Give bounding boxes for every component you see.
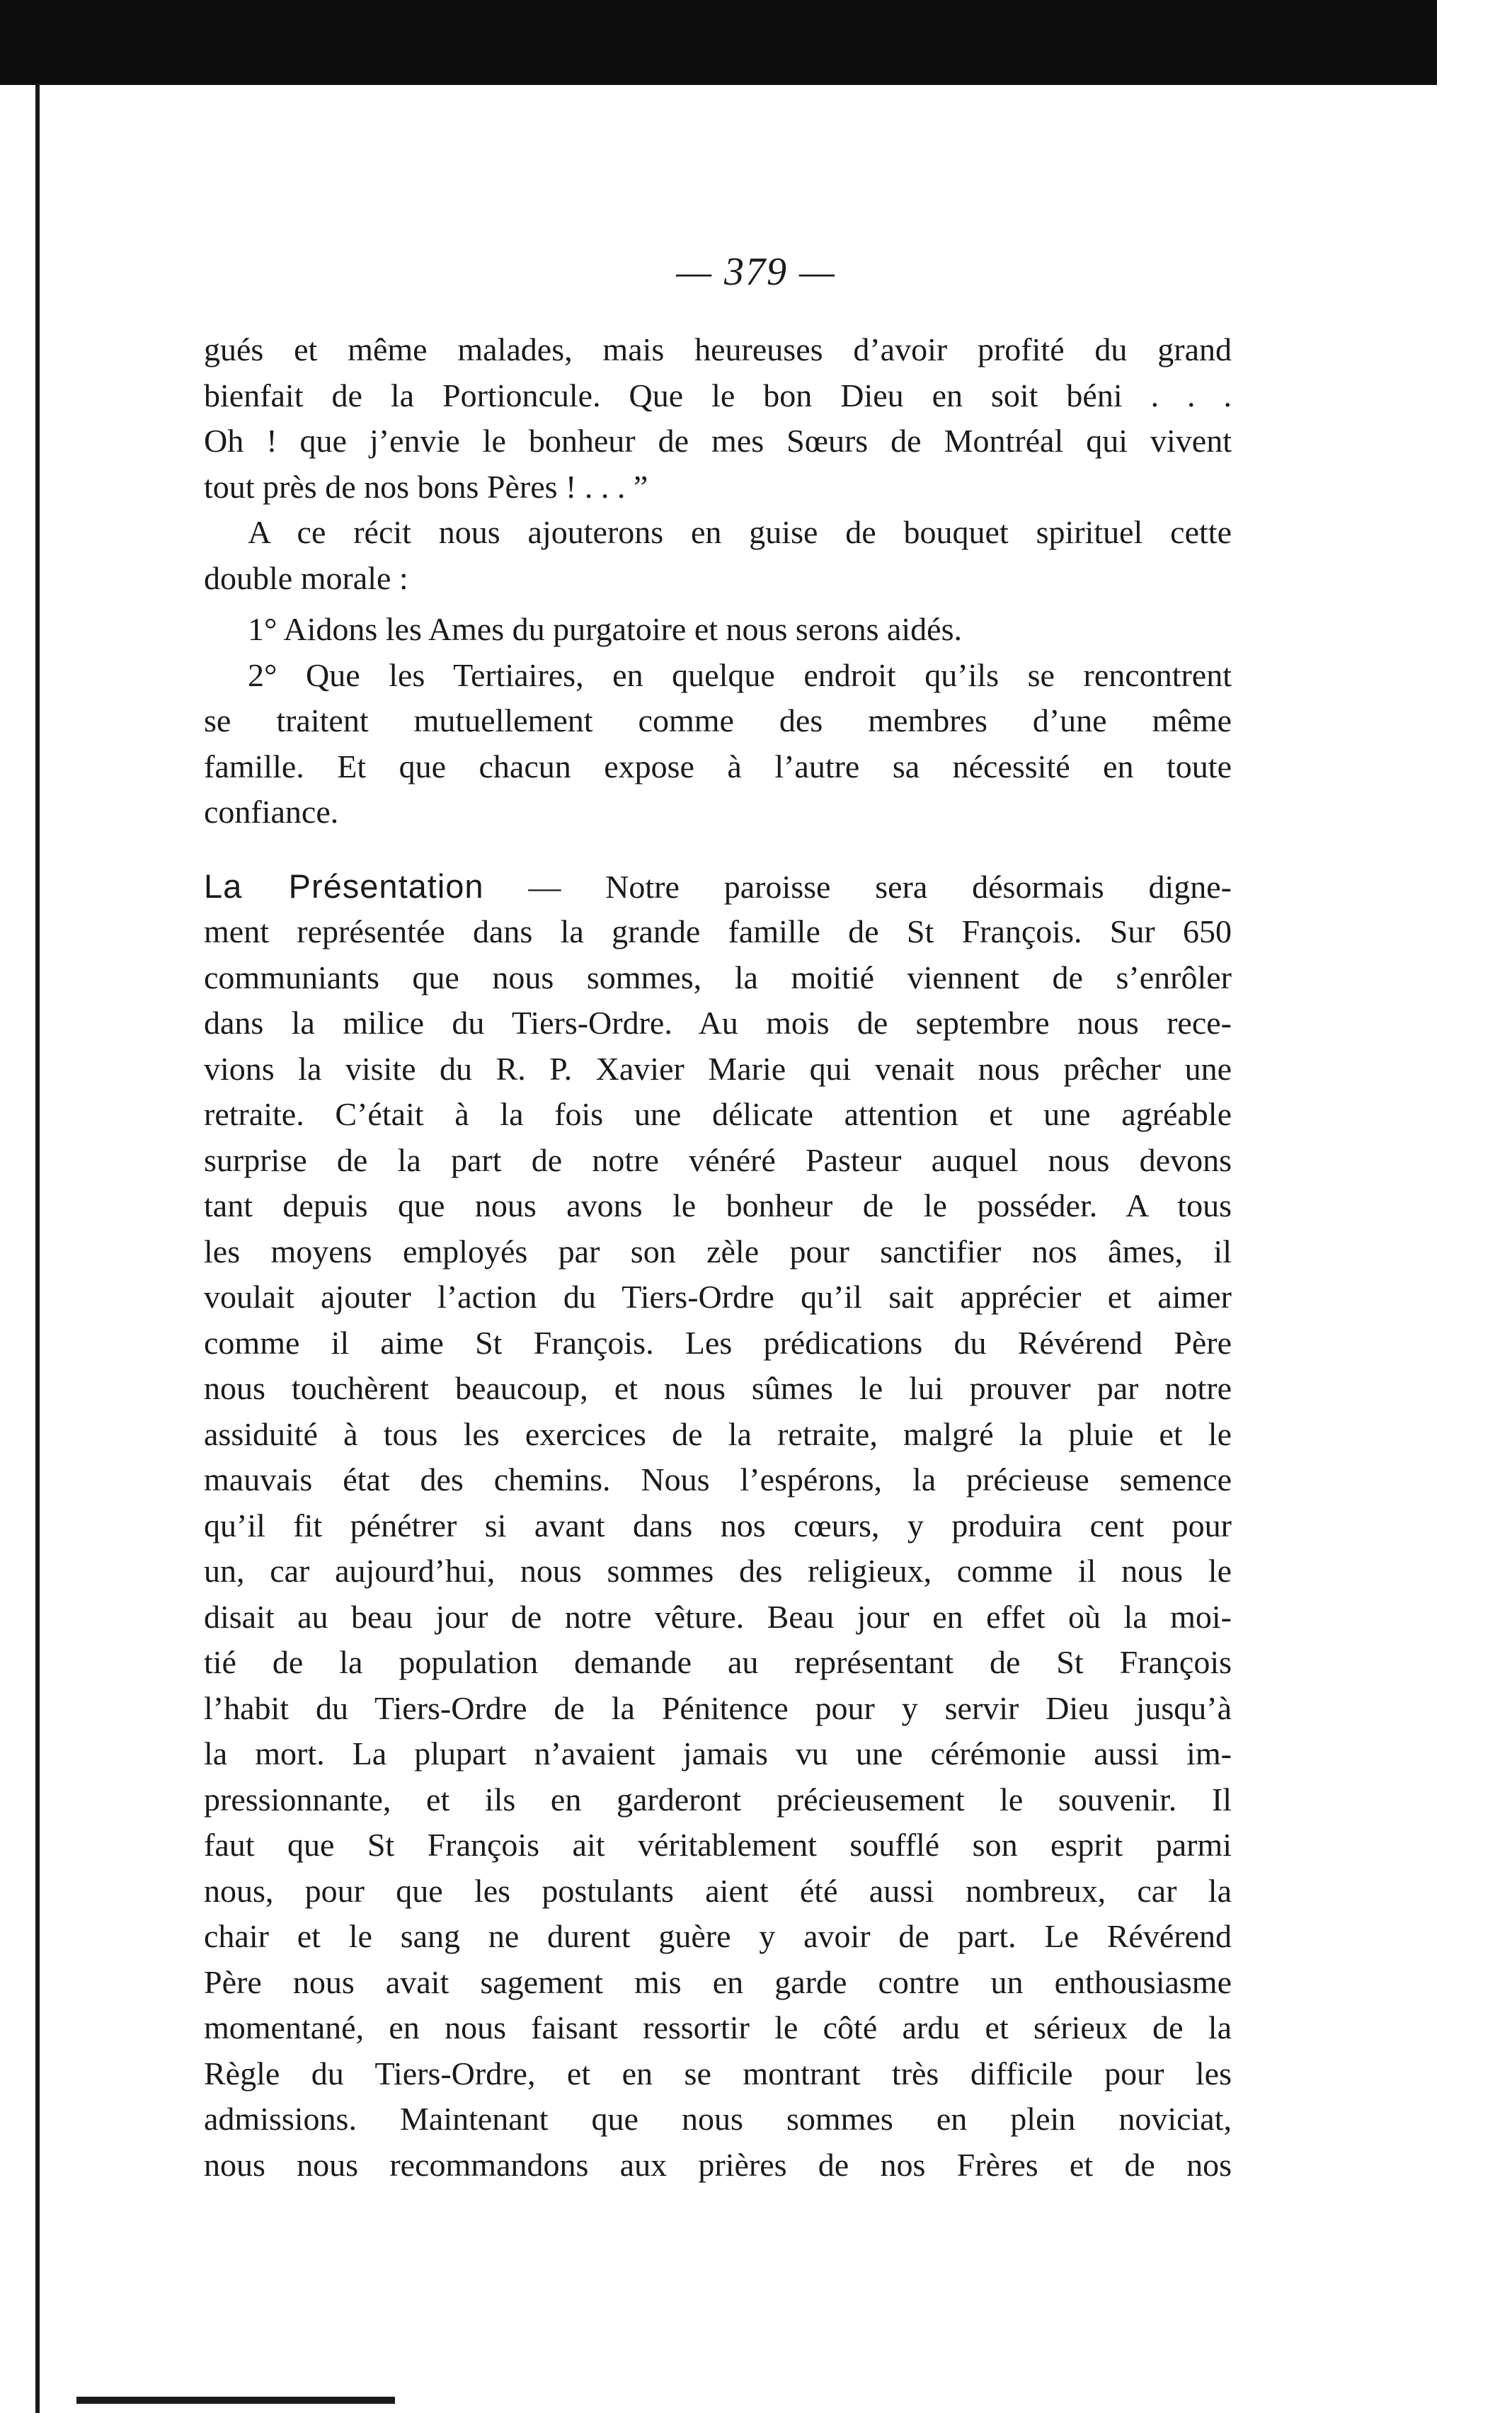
section-line: faut que St François ait véritablement soufflé son esprit parmi — [204, 1827, 1232, 1863]
section-title: La Présentation — [204, 867, 484, 905]
section-line: dans la milice du Tiers-Ordre. Au mois de septembre nous rece- — [204, 1005, 1232, 1041]
section-line: admissions. Maintenant que nous sommes en plein noviciat, — [204, 2101, 1232, 2137]
section-line: les moyens employés par son zèle pour sanctifier nos âmes, il — [204, 1233, 1232, 1270]
section-line: l’habit du Tiers-Ordre de la Pénitence pour y servir Dieu jusqu’à — [204, 1689, 1232, 1726]
scan-border-top — [0, 0, 1437, 85]
section-line: vions la visite du R. P. Xavier Marie qui venait nous prêcher une — [204, 1050, 1232, 1087]
section-line: nous, pour que les postulants aient été aussi nombreux, car la — [204, 1872, 1232, 1909]
section-line: comme il aime St François. Les prédications du Révérend Père — [204, 1324, 1232, 1361]
section-line: surprise de la part de notre vénéré Pasteur auquel nous devons — [204, 1141, 1232, 1178]
section-line: tant depuis que nous avons le bonheur de le posséder. A tous — [204, 1187, 1232, 1223]
section-line: chair et le sang ne durent guère y avoir de part. Le Révérend — [204, 1918, 1232, 1954]
section-line: Règle du Tiers-Ordre, et en se montrant très difficile pour les — [204, 2055, 1232, 2092]
text-line: bienfait de la Portioncule. Que le bon Dieu en soit béni . . . — [204, 377, 1232, 413]
text-line: A ce récit nous ajouterons en guise de bouquet spirituel cette — [248, 514, 1232, 550]
text-line: famille. Et que chacun expose à l’autre sa nécessité en toute — [204, 748, 1232, 785]
scan-border-bottom — [76, 2397, 395, 2404]
text-line: confiance. — [204, 794, 339, 830]
text-line: gués et même malades, mais heureuses d’avoir profité du grand — [204, 331, 1232, 367]
section-line: disait au beau jour de notre vêture. Beau jour en effet où la moi- — [204, 1598, 1232, 1635]
section-line: pressionnante, et ils en garderont précieusement le souvenir. Il — [204, 1781, 1232, 1818]
text-line: Oh ! que j’envie le bonheur de mes Sœurs de Montréal qui vivent — [204, 423, 1232, 459]
section-line: ment représentée dans la grande famille de St François. Sur 650 — [204, 913, 1232, 949]
scan-border-left — [35, 84, 40, 2413]
section-line: momentané, en nous faisant ressortir le côté ardu et sérieux de la — [204, 2009, 1232, 2046]
page-number: — 379 — — [676, 250, 836, 294]
section-line: la mort. La plupart n’avaient jamais vu une cérémonie aussi im- — [204, 1735, 1232, 1772]
text-line: double morale : — [204, 559, 408, 596]
section-line: nous touchèrent beaucoup, et nous sûmes le lui prouver par notre — [204, 1370, 1232, 1406]
text-line: 2° Que les Tertiaires, en quelque endroit qu’ils se rencontrent — [248, 656, 1232, 693]
section-line: assiduité à tous les exercices de la retraite, malgré la pluie et le — [204, 1415, 1232, 1452]
section-line: retraite. C’était à la fois une délicate attention et une agréable — [204, 1096, 1232, 1132]
section-line: communiants que nous sommes, la moitié viennent de s’enrôler — [204, 959, 1232, 996]
section-line: qu’il fit pénétrer si avant dans nos cœurs, y produira cent pour — [204, 1507, 1232, 1544]
text-line: tout près de nos bons Pères ! . . . ” — [204, 468, 648, 505]
text-line: 1° Aidons les Ames du purgatoire et nous serons aidés. — [248, 611, 962, 647]
section-line: tié de la population demande au représentant de St François — [204, 1644, 1232, 1680]
section-line: mauvais état des chemins. Nous l’espérons, la précieuse semence — [204, 1461, 1232, 1498]
section-line: Père nous avait sagement mis en garde contre un enthousiasme — [204, 1963, 1232, 2000]
section-line: voulait ajouter l’action du Tiers-Ordre qu’il sait apprécier et aimer — [204, 1279, 1232, 1315]
text-line: se traitent mutuellement comme des membres d’une même — [204, 702, 1232, 738]
section-first-line — [204, 864, 1232, 910]
section-line: nous nous recommandons aux prières de nos Frères et de nos — [204, 2146, 1232, 2183]
section-lead: — Notre paroisse sera désormais digne- — [483, 868, 1232, 905]
body-text — [204, 327, 1232, 2188]
section-line: un, car aujourd’hui, nous sommes des religieux, comme il nous le — [204, 1553, 1232, 1589]
